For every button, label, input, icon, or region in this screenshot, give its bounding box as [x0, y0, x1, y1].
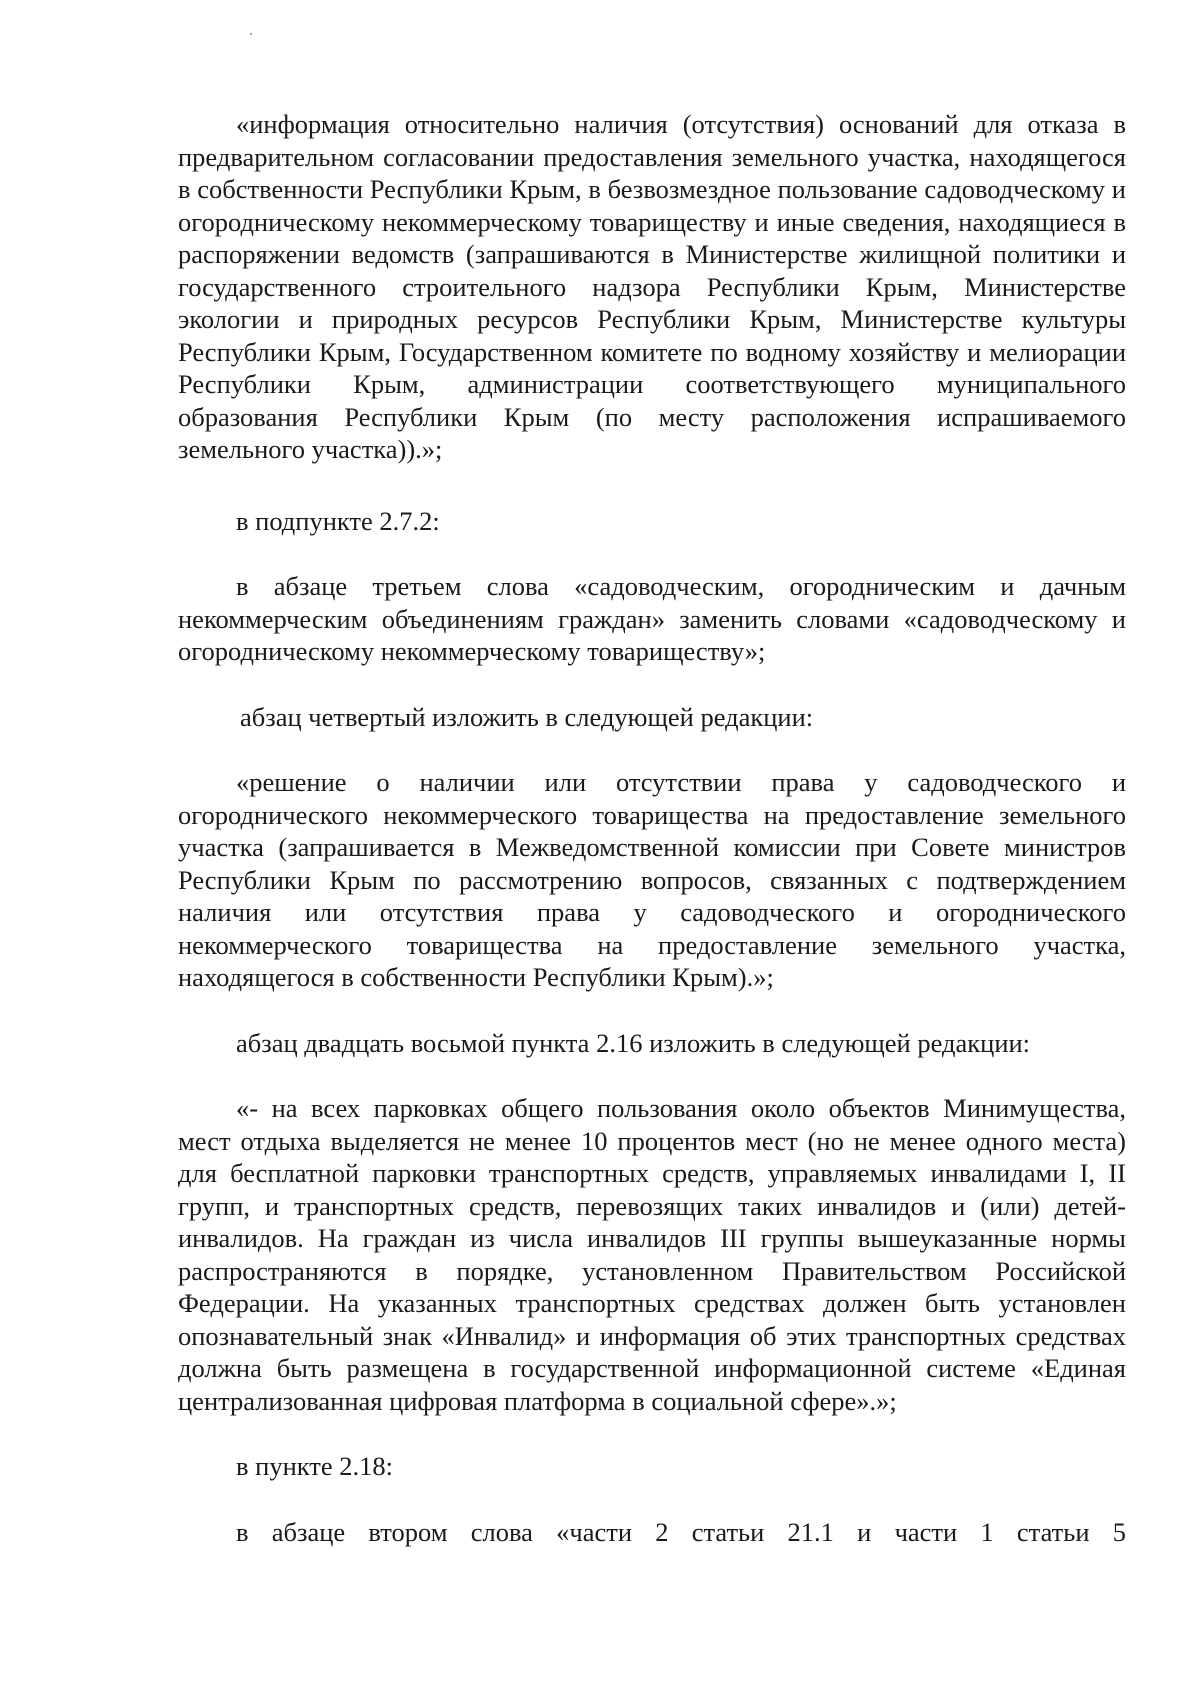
document-body — [178, 108, 1126, 1548]
paragraph-fourth-abzac-heading: абзац четвертый изложить в следующей редакции: — [240, 701, 814, 732]
paragraph-decision-right: «решение о наличии или отсутствии права у садоводческого и огороднического некоммерческого товарищества на предоставление земельного участка (запрашивается в Межведомственной комиссии при Совете министров Республики Крым по рассмотрению вопросов, связанных с подтверждением наличия или отсутствия права у садоводческого и огороднического некоммерческого товарищества на предоставление земельного участка, находящегося в собственности Республики Крым).»; — [178, 767, 1126, 992]
paragraph-clause-2-18: в пункте 2.18: — [236, 1451, 393, 1481]
paragraph-subclause-2-7-2: в подпункте 2.7.2: — [236, 505, 440, 536]
paragraph-parking: «- на всех парковках общего пользования около объектов Минимущества, мест отдыха выделяется не менее 10 процентов мест (но не менее одного места) для бесплатной парковки транспортных средств, управляемых инвалидами I, II групп, и транспортных средств, перевозящих таких инвалидов и (или) детей-инвалидов. На граждан из числа инвалидов III группы вышеуказанные нормы распространяются в порядке, установленном Правительством Российской Федерации. На указанных транспортных средствах должен быть установлен опознавательный знак «Инвалид» и информация об этих транспортных средствах должна быть размещена в государственной информационной системе «Единая централизованная цифровая платформа в социальной сфере».»; — [178, 1093, 1126, 1416]
paragraph-information-request: «информация относительно наличия (отсутствия) оснований для отказа в предварительном согласовании предоставления земельного участка, находящегося в собственности Республики Крым, в безвозмездное пользование садоводческому и огородническому некоммерческому товариществу и иные сведения, находящиеся в распоряжении ведомств (запрашиваются в Министерстве жилищной политики и государственного строительного надзора Республики Крым, Министерстве экологии и природных ресурсов Республики Крым, Министерстве культуры Республики Крым, Государственном комитете по водному хозяйству и мелиорации Республики Крым, администрации соответствующего муниципального образования Республики Крым (по месту расположения испрашиваемого земельного участка)).»; — [178, 109, 1126, 464]
paragraph-third-abzac-replace: в абзаце третьем слова «садоводческим, огородническим и дачным некоммерческим объединениям граждан» заменить словами «садоводческому и огородническому некоммерческому товариществу»; — [178, 571, 1126, 666]
paragraph-second-abzac: в абзаце втором слова «части 2 статьи 21.1 и части 1 статьи 5 — [236, 1516, 1126, 1547]
paragraph-abzac-28-heading: абзац двадцать восьмой пункта 2.16 изложить в следующей редакции: — [236, 1027, 1031, 1058]
scan-speck — [250, 33, 252, 35]
